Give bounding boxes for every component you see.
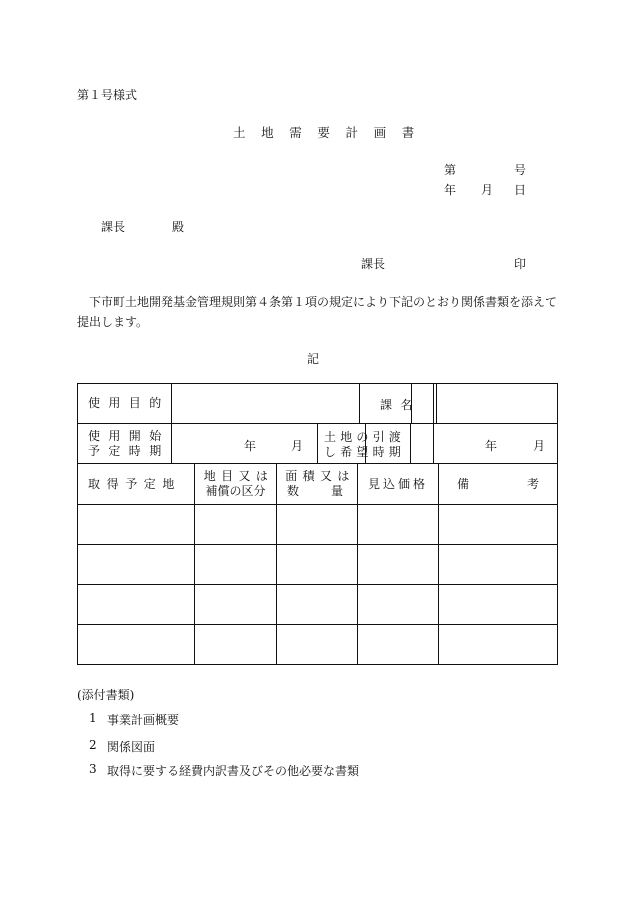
table-cell — [439, 585, 558, 625]
header-area-2b: 量 — [330, 484, 343, 498]
header-area-2a: 数 — [287, 484, 300, 498]
attachment-num-1: 1 — [89, 711, 97, 725]
table-cell — [358, 545, 439, 585]
transfer-label-divider-left — [317, 423, 318, 463]
section-label-divider-left — [359, 383, 360, 423]
attachments-heading: (添付書類) — [77, 688, 135, 702]
date-month: 月 — [481, 183, 494, 197]
table-row — [78, 505, 558, 545]
header-landtype-1: 地目又は — [203, 469, 274, 483]
table-cell — [78, 505, 195, 545]
attachment-text-3: 取得に要する経費内訳書及びその他必要な書類 — [107, 764, 360, 778]
header-landtype-2: 補償の区分 — [205, 484, 266, 498]
table-cell — [358, 505, 439, 545]
addressee-dono: 殿 — [172, 220, 185, 234]
table-cell — [358, 585, 439, 625]
transfer-label-1: 土地の引渡 — [324, 430, 406, 444]
section-label-divider-right — [436, 383, 437, 423]
start-label-1: 使用開始 — [88, 428, 170, 443]
table-cell — [78, 545, 195, 585]
purpose-label-cell — [78, 384, 172, 424]
sender-seal: 印 — [514, 257, 527, 271]
header-landtype-cell — [195, 464, 277, 505]
table-cell — [195, 545, 277, 585]
start-month: 月 — [291, 439, 304, 453]
section-label: 課名 — [380, 398, 421, 412]
start-year: 年 — [244, 439, 257, 453]
date-year: 年 — [444, 183, 457, 197]
acquisition-table — [77, 463, 558, 665]
doc-no-dai: 第 — [444, 163, 457, 177]
header-price: 見込価格 — [367, 476, 428, 491]
header-remarks-2: 考 — [526, 476, 539, 491]
header-area-cell — [277, 464, 358, 505]
body-line-2: 提出します。 — [77, 315, 149, 329]
start-label-cell — [78, 424, 172, 464]
transfer-month: 月 — [533, 439, 546, 453]
table-cell — [439, 545, 558, 585]
form-number: 第１号様式 — [77, 88, 138, 102]
header-remarks-1: 備 — [457, 476, 470, 491]
attachment-text-2: 関係図面 — [107, 740, 156, 754]
table-cell — [439, 625, 558, 665]
doc-no-go: 号 — [514, 163, 527, 177]
table-cell — [195, 505, 277, 545]
table-cell — [195, 585, 277, 625]
header-price-cell — [358, 464, 439, 505]
transfer-year: 年 — [485, 439, 498, 453]
purpose-value-cell — [172, 384, 412, 424]
table-cell — [439, 505, 558, 545]
section-value-cell — [434, 384, 558, 424]
table-cell — [195, 625, 277, 665]
table-cell — [78, 625, 195, 665]
table-cell — [277, 585, 358, 625]
purpose-label: 使用目的 — [88, 396, 170, 410]
acquisition-header-row — [78, 464, 558, 505]
attachment-num-3: 3 — [89, 762, 97, 776]
header-site: 取得予定地 — [88, 476, 182, 491]
attachment-num-2: 2 — [89, 738, 97, 752]
table-cell — [277, 625, 358, 665]
table-row — [78, 625, 558, 665]
header-remarks-cell — [439, 464, 558, 505]
body-line-1: 下市町土地開発基金管理規則第４条第１項の規定により下記のとおり関係書類を添えて — [89, 295, 558, 309]
table-cell — [277, 505, 358, 545]
date-day: 日 — [514, 183, 527, 197]
table-cell — [358, 625, 439, 665]
start-label-2: 予定時期 — [88, 443, 170, 458]
table-row — [78, 545, 558, 585]
table-row — [78, 585, 558, 625]
attachment-text-1: 事業計画概要 — [107, 713, 180, 727]
header-area-1: 面積又は — [285, 469, 355, 483]
transfer-label-2: し希望時期 — [324, 445, 406, 459]
ki-label: 記 — [307, 352, 320, 366]
sender-kacho: 課長 — [361, 257, 386, 271]
table-cell — [277, 545, 358, 585]
addressee-kacho: 課長 — [101, 220, 126, 234]
page-title: 土地需要計画書 — [233, 125, 430, 140]
transfer-label-divider-right — [410, 423, 411, 463]
header-site-cell — [78, 464, 195, 505]
table-cell — [78, 585, 195, 625]
